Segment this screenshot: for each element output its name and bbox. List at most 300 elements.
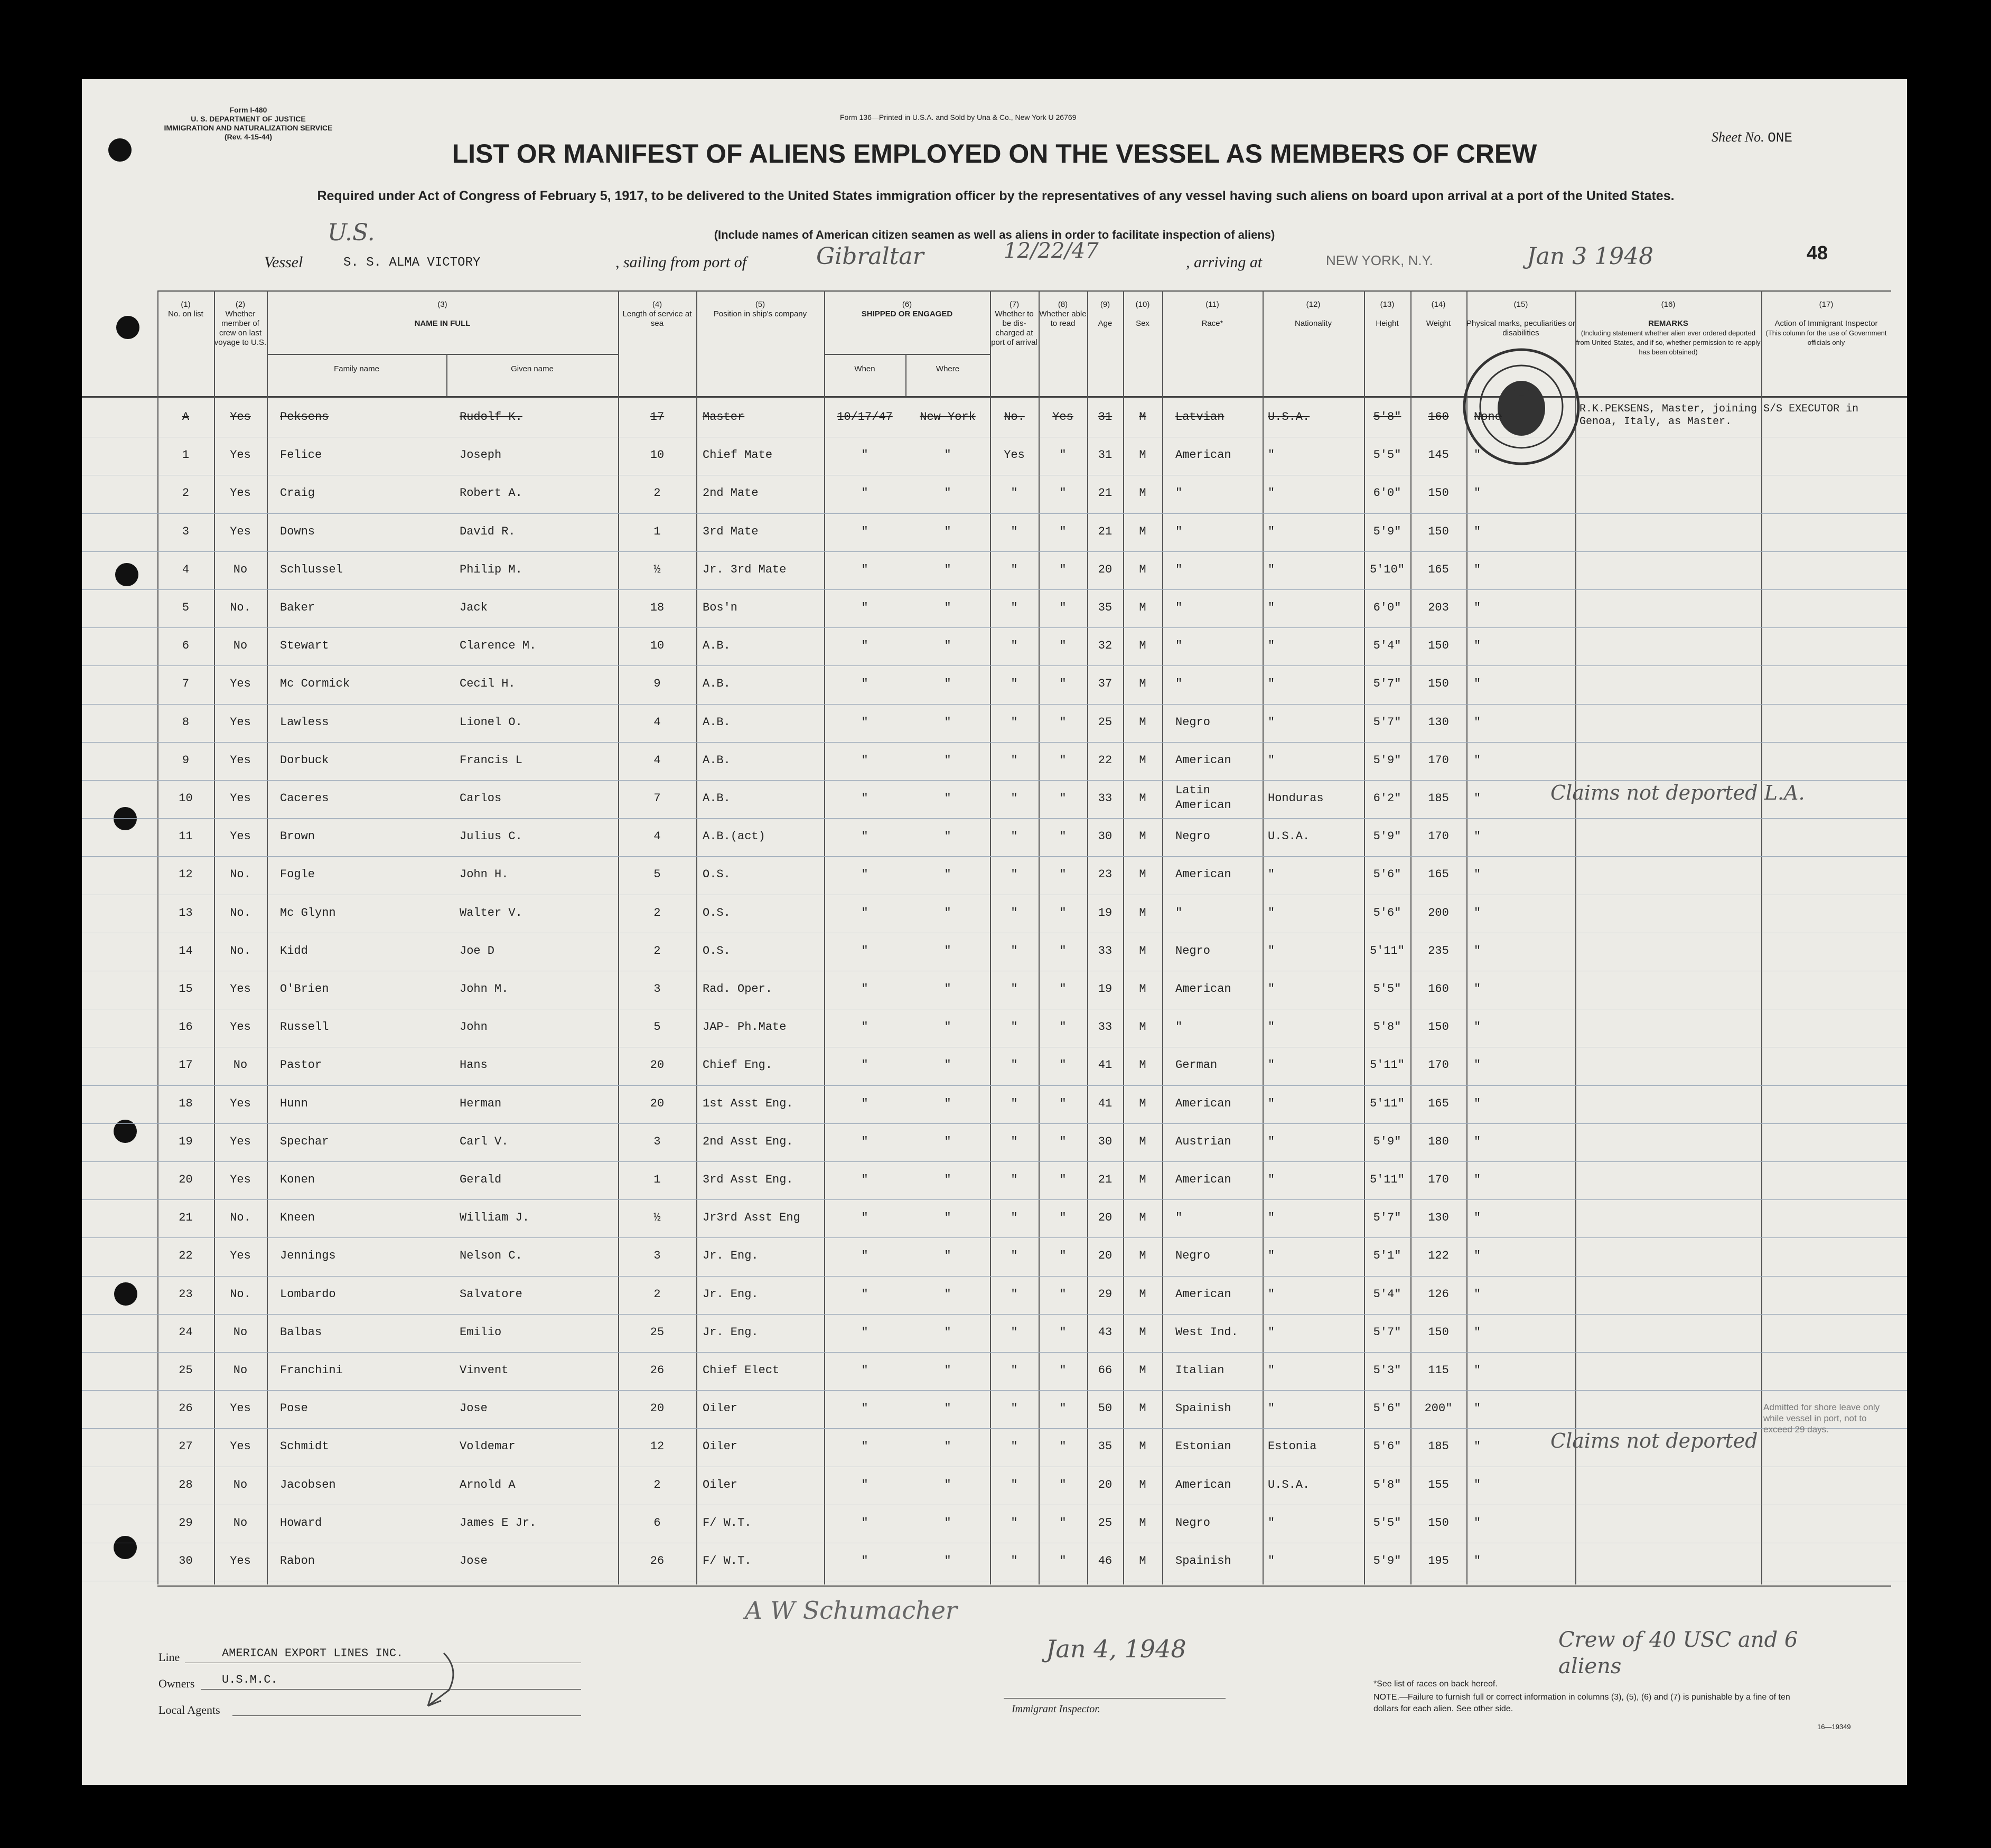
- cell-nationality: ": [1268, 1020, 1275, 1034]
- cell-no: 9: [182, 753, 190, 767]
- cell-remarks: R.K.PEKSENS, Master, joining S/S EXECUTOR in Genoa, Italy, as Master.: [1579, 403, 1859, 428]
- cell-race: American: [1175, 753, 1231, 767]
- cell-sex: M: [1139, 868, 1146, 881]
- col-header-1: (1) No. on list: [168, 300, 203, 318]
- cell-family: Hunn: [280, 1096, 308, 1110]
- cell-nationality: ": [1268, 1554, 1275, 1568]
- cell-read: ": [1059, 1173, 1067, 1186]
- cell-no: 22: [179, 1249, 193, 1263]
- cell-given: Nelson C.: [460, 1249, 522, 1263]
- cell-position: F/ W.T.: [703, 1516, 752, 1530]
- cell-length: 9: [653, 677, 661, 691]
- cell-age: 41: [1098, 1058, 1113, 1072]
- owners-value: U.S.M.C.: [222, 1673, 278, 1686]
- cell-marks: ": [1474, 1440, 1481, 1453]
- cell-nationality: ": [1268, 1134, 1275, 1148]
- cell-prev: No.: [230, 868, 251, 881]
- cell-length: 10: [650, 639, 665, 653]
- cell-race: Negro: [1175, 715, 1211, 729]
- sheet-label: Sheet No.: [1712, 129, 1764, 145]
- cell-age: 66: [1098, 1364, 1113, 1377]
- cell-length: 5: [653, 1020, 661, 1034]
- cell-family: Schmidt: [280, 1440, 329, 1453]
- cell-family: O'Brien: [280, 982, 329, 996]
- cell-marks: ": [1474, 1402, 1481, 1415]
- subtitle-note: (Include names of American citizen seamen as well as aliens in order to facilitate inspection of aliens): [714, 228, 1275, 241]
- cell-prev: No.: [230, 906, 251, 920]
- col-header-15: (15) Physical marks, peculiarities or disabilities: [1466, 300, 1575, 337]
- cell-family: Mc Glynn: [280, 906, 336, 920]
- row-separator: [82, 513, 1907, 514]
- cell-nationality: ": [1268, 1249, 1275, 1263]
- cell-length: 2: [653, 1287, 661, 1301]
- cell-prev: Yes: [230, 982, 251, 996]
- cell-no: 10: [179, 792, 193, 805]
- cell-weight: 180: [1428, 1134, 1449, 1148]
- cell-age: 20: [1098, 1249, 1113, 1263]
- cell-length: 20: [650, 1402, 665, 1415]
- cell-discharge: ": [1011, 944, 1018, 958]
- cell-length: 4: [653, 753, 661, 767]
- cell-weight: 150: [1428, 677, 1449, 691]
- cell-age: 20: [1098, 562, 1113, 576]
- cell-no: 11: [179, 830, 193, 843]
- cell-sex: M: [1139, 1440, 1146, 1453]
- inspection-date: Jan 4, 1948: [1046, 1635, 1186, 1663]
- cell-race: ": [1175, 562, 1183, 576]
- cell-family: Peksens: [280, 410, 329, 424]
- cell-when: ": [861, 562, 868, 576]
- sheet-value: ONE: [1768, 130, 1792, 146]
- cell-given: David R.: [460, 524, 516, 538]
- col-header-13: (13) Height: [1376, 300, 1399, 328]
- cell-family: Lombardo: [280, 1287, 336, 1301]
- cell-length: 4: [653, 830, 661, 843]
- cell-sex: M: [1139, 524, 1146, 538]
- cell-read: ": [1059, 982, 1067, 996]
- cell-position: Jr. Eng.: [703, 1249, 759, 1263]
- cell-race: ": [1175, 677, 1183, 691]
- cell-prev: No: [233, 639, 248, 653]
- cell-family: Downs: [280, 524, 315, 538]
- cell-given: Joe D: [460, 944, 495, 958]
- cell-read: ": [1059, 1020, 1067, 1034]
- cell-race: ": [1175, 524, 1183, 538]
- cell-nationality: ": [1268, 1287, 1275, 1301]
- cell-marks: ": [1474, 792, 1481, 805]
- cell-position: 3rd Mate: [703, 524, 759, 538]
- cell-race: ": [1175, 486, 1183, 500]
- cell-when: ": [861, 1364, 868, 1377]
- cell-family: Felice: [280, 448, 322, 462]
- cell-given: Francis L: [460, 753, 522, 767]
- col-header-4: (4) Length of service at sea: [622, 300, 692, 328]
- cell-when: ": [861, 1134, 868, 1148]
- cell-read: ": [1059, 792, 1067, 805]
- punch-hole: [114, 1536, 137, 1559]
- cell-read: ": [1059, 1096, 1067, 1110]
- cell-discharge: ": [1011, 830, 1018, 843]
- cell-nationality: ": [1268, 1325, 1275, 1339]
- cell-length: ½: [653, 1211, 661, 1225]
- cell-marks: ": [1474, 1249, 1481, 1263]
- cell-when: ": [861, 1058, 868, 1072]
- cell-when: ": [861, 1096, 868, 1110]
- cell-marks: ": [1474, 753, 1481, 767]
- arriving-label: , arriving at: [1186, 254, 1263, 271]
- cell-sex: M: [1139, 486, 1146, 500]
- cell-height: 6'0": [1373, 486, 1401, 500]
- col-header-9: (9) Age: [1098, 300, 1113, 328]
- cell-height: 5'6": [1373, 868, 1401, 881]
- cell-weight: 130: [1428, 1211, 1449, 1225]
- cell-height: 5'11": [1369, 1058, 1405, 1072]
- cell-family: Caceres: [280, 792, 329, 805]
- cell-age: 41: [1098, 1096, 1113, 1110]
- col-header-10: (10) Sex: [1135, 300, 1150, 328]
- cell-read: ": [1059, 753, 1067, 767]
- cell-length: 2: [653, 944, 661, 958]
- cell-age: 33: [1098, 792, 1113, 805]
- cell-no: 21: [179, 1211, 193, 1225]
- cell-weight: 150: [1428, 1020, 1449, 1034]
- cell-race: American: [1175, 1287, 1231, 1301]
- cell-height: 6'2": [1373, 792, 1401, 805]
- cell-family: Franchini: [280, 1364, 343, 1377]
- cell-given: Arnold A: [460, 1478, 516, 1491]
- cell-prev: Yes: [230, 524, 251, 538]
- cell-when: ": [861, 792, 868, 805]
- punch-hole: [116, 316, 139, 339]
- cell-given: Jack: [460, 601, 488, 614]
- cell-prev: Yes: [230, 715, 251, 729]
- arrival-date: Jan 3 1948: [1527, 243, 1654, 270]
- cell-height: 5'8": [1373, 1020, 1401, 1034]
- cell-marks: ": [1474, 677, 1481, 691]
- cell-where: ": [944, 1058, 951, 1072]
- cell-weight: 150: [1428, 524, 1449, 538]
- cell-prev: Yes: [230, 410, 251, 424]
- cell-race: Italian: [1175, 1364, 1224, 1377]
- cell-read: ": [1059, 1402, 1067, 1415]
- cell-where: ": [944, 448, 951, 462]
- cell-race: Negro: [1175, 1249, 1211, 1263]
- cell-position: Jr. Eng.: [703, 1325, 759, 1339]
- cell-discharge: ": [1011, 906, 1018, 920]
- cell-read: ": [1059, 1325, 1067, 1339]
- cell-discharge: ": [1011, 792, 1018, 805]
- cell-where: ": [944, 486, 951, 500]
- cell-given: Emilio: [460, 1325, 502, 1339]
- cell-read: ": [1059, 524, 1067, 538]
- cell-given: Gerald: [460, 1173, 502, 1186]
- cell-when: ": [861, 1516, 868, 1530]
- cell-no: 1: [182, 448, 190, 462]
- penalty-note: NOTE.—Failure to furnish full or correct information in columns (3), (5), (6) and (7) is punishable by a fine of ten dollars for each alien. See other side.: [1373, 1693, 1790, 1713]
- cell-prev: Yes: [230, 1096, 251, 1110]
- cell-race: German: [1175, 1058, 1218, 1072]
- row-separator: [82, 1123, 1907, 1124]
- cell-race: American: [1175, 1096, 1231, 1110]
- cell-no: 19: [179, 1134, 193, 1148]
- cell-when: ": [861, 1402, 868, 1415]
- cell-discharge: ": [1011, 1325, 1018, 1339]
- cell-weight: 170: [1428, 753, 1449, 767]
- cell-family: Brown: [280, 830, 315, 843]
- cell-age: 19: [1098, 982, 1113, 996]
- cell-no: 20: [179, 1173, 193, 1186]
- cell-position: Oiler: [703, 1478, 738, 1491]
- crew-count-note: Crew of 40 USC and 6 aliens: [1558, 1628, 1798, 1678]
- cell-when: ": [861, 1287, 868, 1301]
- cell-where: ": [944, 1516, 951, 1530]
- cell-race: Spainish: [1175, 1402, 1231, 1415]
- cell-marks: ": [1474, 906, 1481, 920]
- row-separator: [82, 589, 1907, 590]
- cell-height: 5'7": [1373, 1211, 1401, 1225]
- cell-prev: Yes: [230, 448, 251, 462]
- cell-length: 26: [650, 1554, 665, 1568]
- cell-age: 43: [1098, 1325, 1113, 1339]
- cell-weight: 165: [1428, 868, 1449, 881]
- cell-nationality: ": [1268, 868, 1275, 881]
- cell-sex: M: [1139, 906, 1146, 920]
- cell-when: ": [861, 1173, 868, 1186]
- col-header-8: (8) Whether able to read: [1039, 300, 1087, 328]
- row-separator: [82, 1085, 1907, 1086]
- cell-where: ": [944, 1478, 951, 1491]
- cell-no: 17: [179, 1058, 193, 1072]
- cell-where: ": [944, 639, 951, 653]
- inspector-label: Immigrant Inspector.: [1012, 1703, 1100, 1715]
- cell-no: 4: [182, 562, 190, 576]
- cell-no: 23: [179, 1287, 193, 1301]
- cell-age: 21: [1098, 486, 1113, 500]
- cell-sex: M: [1139, 944, 1146, 958]
- cell-sex: M: [1139, 1173, 1146, 1186]
- cell-height: 5'6": [1373, 1402, 1401, 1415]
- cell-when: ": [861, 1554, 868, 1568]
- cell-no: 2: [182, 486, 190, 500]
- cell-no: 7: [182, 677, 190, 691]
- cell-race: Estonian: [1175, 1440, 1231, 1453]
- sailing-date: 12/22/47: [1004, 239, 1099, 263]
- col-header-14: (14) Weight: [1426, 300, 1451, 328]
- cell-prev: No: [233, 1058, 248, 1072]
- cell-height: 5'9": [1373, 1134, 1401, 1148]
- cell-sex: M: [1139, 410, 1146, 424]
- cell-marks: ": [1474, 1364, 1481, 1377]
- cell-no: 5: [182, 601, 190, 614]
- col-header-6: (6) SHIPPED OR ENGAGED: [861, 300, 953, 318]
- vessel-handwritten: U.S.: [328, 219, 375, 246]
- cell-weight: 155: [1428, 1478, 1449, 1491]
- cell-when: 10/17/47: [837, 410, 893, 424]
- cell-weight: 170: [1428, 1058, 1449, 1072]
- cell-weight: 200": [1424, 1402, 1453, 1415]
- cell-race: Spainish: [1175, 1554, 1231, 1568]
- cell-where: ": [944, 982, 951, 996]
- cell-position: Master: [703, 410, 745, 424]
- cell-prev: Yes: [230, 677, 251, 691]
- cell-where: New York: [920, 410, 976, 424]
- cell-prev: Yes: [230, 1020, 251, 1034]
- cell-where: ": [944, 1402, 951, 1415]
- cell-when: ": [861, 906, 868, 920]
- cell-age: 35: [1098, 1440, 1113, 1453]
- cell-sex: M: [1139, 1478, 1146, 1491]
- cell-read: ": [1059, 677, 1067, 691]
- cell-length: 2: [653, 906, 661, 920]
- col-header-11: (11) Race*: [1201, 300, 1223, 328]
- cell-when: ": [861, 524, 868, 538]
- row-separator: [82, 627, 1907, 628]
- cell-height: 5'7": [1373, 1325, 1401, 1339]
- cell-family: Jacobsen: [280, 1478, 336, 1491]
- cell-position: Oiler: [703, 1440, 738, 1453]
- cell-length: 6: [653, 1516, 661, 1530]
- cell-discharge: ": [1011, 639, 1018, 653]
- cell-prev: No.: [230, 601, 251, 614]
- cell-discharge: Yes: [1004, 448, 1025, 462]
- cell-nationality: ": [1268, 906, 1275, 920]
- cell-no: 12: [179, 868, 193, 881]
- cell-age: 46: [1098, 1554, 1113, 1568]
- cell-nationality: U.S.A.: [1268, 830, 1310, 843]
- cell-read: ": [1059, 562, 1067, 576]
- cell-where: ": [944, 601, 951, 614]
- cell-discharge: ": [1011, 1173, 1018, 1186]
- cell-age: 33: [1098, 1020, 1113, 1034]
- cell-length: 20: [650, 1096, 665, 1110]
- cell-length: 2: [653, 486, 661, 500]
- cell-no: 6: [182, 639, 190, 653]
- cell-read: ": [1059, 1364, 1067, 1377]
- cell-nationality: ": [1268, 1402, 1275, 1415]
- cell-weight: 150: [1428, 1325, 1449, 1339]
- cell-prev: Yes: [230, 1402, 251, 1415]
- cell-position: JAP- Ph.Mate: [703, 1020, 787, 1034]
- cell-given: Vinvent: [460, 1364, 509, 1377]
- cell-family: Schlussel: [280, 562, 343, 576]
- cell-when: ": [861, 1211, 868, 1225]
- col-header-given: Given name: [511, 364, 554, 373]
- cell-prev: No: [233, 1364, 248, 1377]
- cell-position: Oiler: [703, 1402, 738, 1415]
- cell-weight: 195: [1428, 1554, 1449, 1568]
- page-title: LIST OR MANIFEST OF ALIENS EMPLOYED ON THE VESSEL AS MEMBERS OF CREW: [452, 139, 1537, 168]
- row-separator: [82, 1390, 1907, 1391]
- cell-height: 5'10": [1369, 562, 1405, 576]
- cell-read: Yes: [1052, 410, 1073, 424]
- cell-nationality: U.S.A.: [1268, 410, 1310, 424]
- cell-where: ": [944, 524, 951, 538]
- row-separator: [82, 856, 1907, 857]
- cell-discharge: ": [1011, 486, 1018, 500]
- cell-sex: M: [1139, 562, 1146, 576]
- cell-race: Latin American: [1175, 784, 1231, 812]
- cell-given: Carlos: [460, 792, 502, 805]
- cell-family: Baker: [280, 601, 315, 614]
- cell-read: ": [1059, 1516, 1067, 1530]
- subtitle: Required under Act of Congress of February 5, 1917, to be delivered to the United States immigration officer by the representatives of any vessel having such aliens on board upon arrival at a port of the United States.: [317, 189, 1675, 203]
- cell-family: Kidd: [280, 944, 308, 958]
- cell-age: 20: [1098, 1478, 1113, 1491]
- cell-given: Walter V.: [460, 906, 522, 920]
- cell-weight: 115: [1428, 1364, 1449, 1377]
- cell-where: ": [944, 792, 951, 805]
- cell-discharge: ": [1011, 601, 1018, 614]
- row-separator: [82, 742, 1907, 743]
- cell-height: 5'6": [1373, 906, 1401, 920]
- cell-discharge: ": [1011, 1440, 1018, 1453]
- cell-marks: ": [1474, 562, 1481, 576]
- cell-height: 5'1": [1373, 1249, 1401, 1263]
- cell-no: 27: [179, 1440, 193, 1453]
- cell-position: 2nd Mate: [703, 486, 759, 500]
- cell-prev: No.: [230, 1211, 251, 1225]
- cell-family: Spechar: [280, 1134, 329, 1148]
- cell-given: Robert A.: [460, 486, 522, 500]
- cell-marks: ": [1474, 1134, 1481, 1148]
- cell-prev: No: [233, 1516, 248, 1530]
- cell-age: 23: [1098, 868, 1113, 881]
- cell-when: ": [861, 448, 868, 462]
- cell-sex: M: [1139, 753, 1146, 767]
- cell-sex: M: [1139, 448, 1146, 462]
- cell-race: American: [1175, 868, 1231, 881]
- cell-sex: M: [1139, 677, 1146, 691]
- cell-position: Jr. Eng.: [703, 1287, 759, 1301]
- cell-weight: 130: [1428, 715, 1449, 729]
- cell-discharge: No.: [1004, 410, 1025, 424]
- cell-position: O.S.: [703, 906, 731, 920]
- col-header-where: Where: [936, 364, 960, 373]
- cell-marks: ": [1474, 524, 1481, 538]
- cell-given: John: [460, 1020, 488, 1034]
- cell-discharge: ": [1011, 1058, 1018, 1072]
- header-bottom-rule: [82, 396, 1907, 398]
- cell-race: ": [1175, 906, 1183, 920]
- cell-prev: No.: [230, 944, 251, 958]
- cell-marks: ": [1474, 830, 1481, 843]
- cell-age: 35: [1098, 601, 1113, 614]
- cell-when: ": [861, 486, 868, 500]
- cell-family: Craig: [280, 486, 315, 500]
- cell-weight: 150: [1428, 1516, 1449, 1530]
- cell-length: 5: [653, 868, 661, 881]
- cell-where: ": [944, 562, 951, 576]
- cell-sex: M: [1139, 982, 1146, 996]
- cell-given: Philip M.: [460, 562, 522, 576]
- col-header-7: (7) Whether to be dis-charged at port of arrival: [991, 300, 1037, 347]
- cell-marks: ": [1474, 1058, 1481, 1072]
- cell-age: 30: [1098, 1134, 1113, 1148]
- cell-race: Negro: [1175, 1516, 1211, 1530]
- cell-race: Latvian: [1175, 410, 1224, 424]
- cell-nationality: ": [1268, 1364, 1275, 1377]
- cell-discharge: ": [1011, 753, 1018, 767]
- cell-marks: ": [1474, 448, 1481, 462]
- cell-prev: No: [233, 562, 248, 576]
- cell-height: 5'11": [1369, 1173, 1405, 1186]
- cell-when: ": [861, 830, 868, 843]
- cell-family: Mc Cormick: [280, 677, 350, 691]
- cell-given: Cecil H.: [460, 677, 516, 691]
- cell-when: ": [861, 1440, 868, 1453]
- cell-prev: Yes: [230, 830, 251, 843]
- cell-prev: Yes: [230, 486, 251, 500]
